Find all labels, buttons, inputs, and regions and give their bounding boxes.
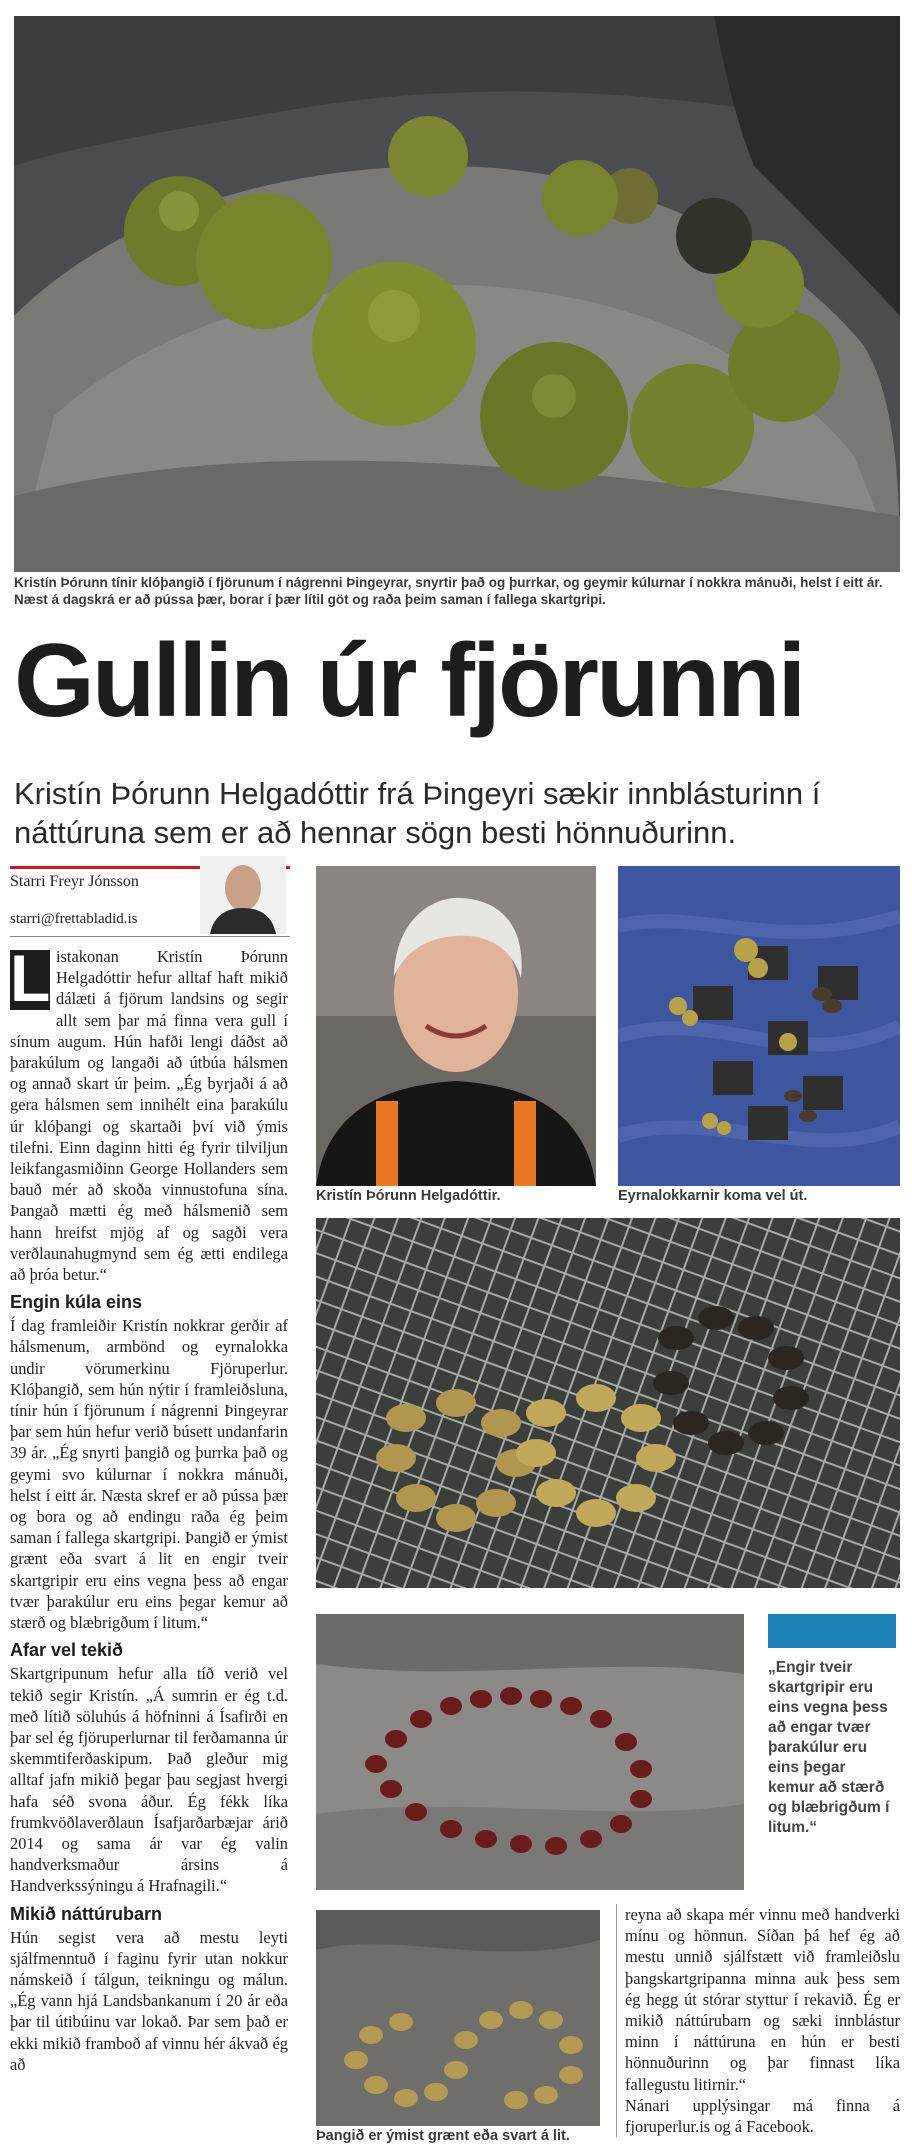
subheading-1: Engin kúla eins	[10, 1292, 143, 1313]
hero-caption: Kristín Þórunn tínir klóþangið í fjörunum í nágrenni Þingeyrar, snyrtir það og þurrkar, og geymir kúlurnar í nokkra mánuði, helst í eitt ár. Næst á dagskrá er að pússa þær, borar í þær lítil göt og raða þeim saman í fallega skartgripi.	[14, 575, 883, 607]
paragraph-5: Nánari upplýsingar má finna á fjoruperlur.is og á Facebook.	[625, 2095, 900, 2137]
bottom-necklace-photo	[316, 1910, 600, 2126]
article-column-left	[10, 941, 288, 2075]
article-intro	[10, 941, 288, 1285]
pullquote: „Engir tveir skartgripir eru eins vegna þess að engar tvær þarakúlur eru eins þegar kemur að stærð og blæbrigðum í litum.“	[768, 1659, 890, 1836]
dropcap: L	[10, 941, 51, 1015]
article-column-right	[616, 1904, 900, 2137]
pullquote-accent	[768, 1614, 896, 1648]
subheading-2: Afar vel tekið	[10, 1640, 124, 1661]
paragraph-4: reyna að skapa mér vinnu með handverki mínu og hönnun. Síðan þá hef ég að mestu unnið sjálfstætt við framleiðslu þangskartgripanna minna auk þess sem ég hegg út stórar styttur í rekavið. Ég er mikið náttúrubarn og sæki innblástur minn í náttúruna en hún er besti hönnuðurinn og þar finnast líka fallegustu litirnir.“	[625, 1905, 900, 2094]
intro-text: istakonan Kristín Þórunn Helgadóttir hefur alltaf haft mikið dálæti á fjörum landsins og segir allt sem þar má finna vera gull í sínum augum. Hún hafði lengi dáðst að þarakúlum og langaði að útbúa hálsmen og annað skart úr þeim. „Ég byrjaði á að gera hálsmen sem innihélt eina þarakúlu úr klóþangi og skartaði því við ýmis tilefni. Einn daginn hitti ég fyrir tilviljun leikfangasmiðinn George Hollanders sem bauð mér að skoða vinnustofuna sína. Þangað mætti ég með hálsmenið sem hann hreifst mjög af og sagði vera verðlaunahugmynd sem ég ætti endilega að þróa betur.“	[10, 947, 288, 1285]
earrings-photo	[618, 866, 900, 1186]
author-avatar	[200, 856, 286, 934]
author-email: starri@frettabladid.is	[10, 911, 138, 927]
author-divider	[10, 936, 290, 937]
portrait-caption: Kristín Þórunn Helgadóttir.	[316, 1188, 501, 1204]
hero-photo-necklace-on-rock	[14, 16, 900, 572]
paragraph-2: Skartgripunum hefur alla tíð verið vel tekið segir Kristín. „Á sumrin er ég t.d. með lítið söluhús á höfninni á Ísafirði en þar sel ég fjöruperlurnar til ferðamanna úr skemmtiferðaskipum. Það gleður mig alltaf jafn mikið þegar þau segjast hvergi hafa séð svona áður. Ég fékk líka frumkvöðlaverðlaun Ísafjarðarbæjar árið 2014 og sama ár var ég valin handverksmaður ársins á Handverkssýningu á Hrafnagili.“	[10, 1664, 288, 1896]
subheading-3: Mikið náttúrubarn	[10, 1903, 162, 1924]
portrait-photo	[316, 866, 596, 1186]
author-name: Starri Freyr Jónsson	[10, 873, 139, 890]
headline: Gullin úr fjörunni	[14, 623, 804, 739]
subhead: Kristín Þórunn Helgadóttir frá Þingeyri sækir innblásturinn í náttúruna sem er að hennar sögn besti hönnuðurinn.	[14, 776, 821, 850]
earrings-caption: Eyrnalokkarnir koma vel út.	[618, 1188, 808, 1204]
red-necklace-photo	[316, 1614, 744, 1890]
paragraph-3: Hún segist vera að mestu leyti sjálfmenntuð í faginu fyrir utan nokkur námskeið í tálgun, teikningu og málun. „Ég vann hjá Landsbankanum í 20 ár eða þar til útibúinu var lokað. Þar sem það er ekki mikið framboð af vinnu hér ákvað ég að	[10, 1927, 288, 2074]
bottom-caption: Þangið er ýmist grænt eða svart á lit.	[316, 2128, 570, 2144]
bracelets-photo	[316, 1218, 900, 1588]
paragraph-1: Í dag framleiðir Kristín nokkrar gerðir af hálsmenum, armbönd og eyrnalokka undir vörumerkinu Fjöruperlur. Klóþangið, sem hún nýtir í framleiðsluna, tínir hún í fjörunum í nágrenni Þingeyrar þar sem hún hefur verið búsett undanfarin 39 ár. „Ég snyrti þangið og þurrka það og geymi svo kúlurnar í nokkra mánuði, helst í eitt ár. Næsta skref er að pússa þær og bora og að endingu raða ég þeim saman í fallega skartgripi. Þangið er ýmist grænt eða svart á lit en engir tveir skartgripir eru eins vegna þess að engar tvær þarakúlur eru eins þegar kemur að stærð og blæbrigðum í litum.“	[10, 1316, 288, 1633]
